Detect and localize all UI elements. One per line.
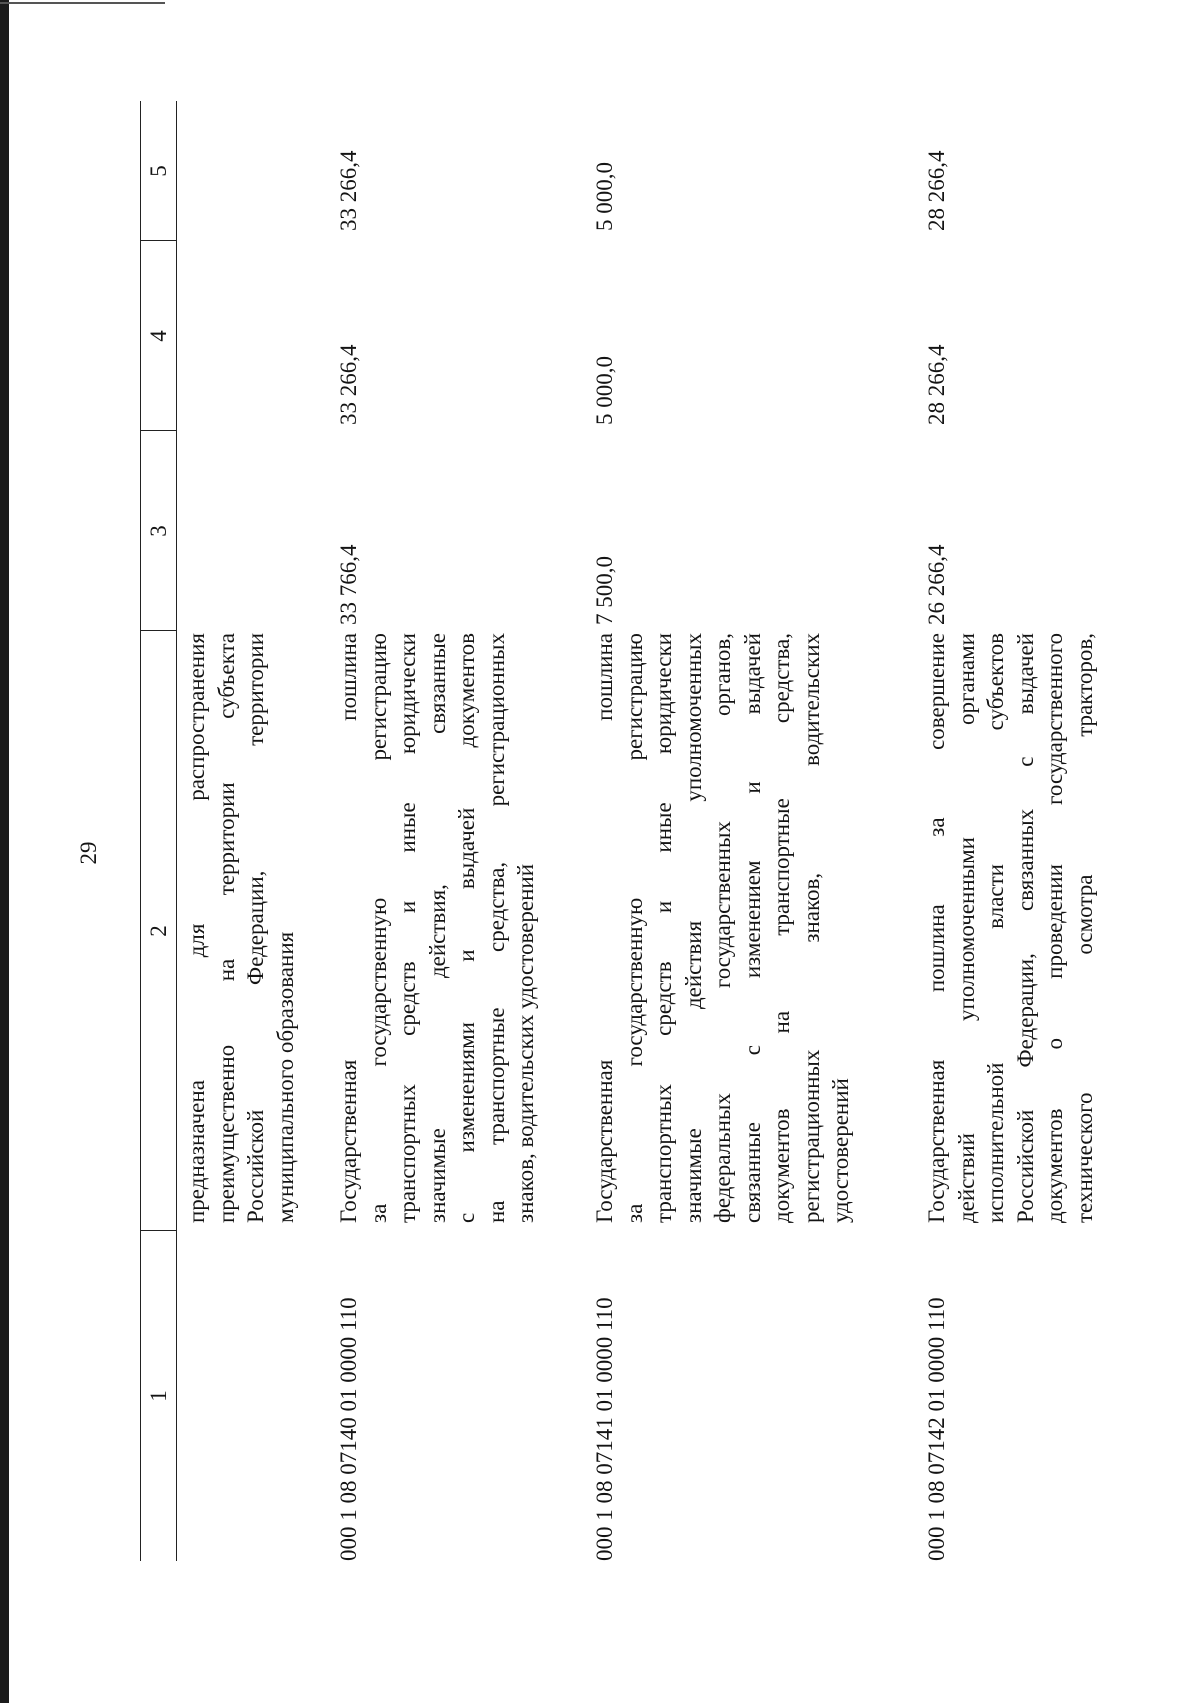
description-line: связанные с изменением и выдачей — [739, 633, 765, 1223]
description-line: значимые действия, связанные — [424, 633, 450, 1223]
row-value-col5: 5 000,0 — [592, 162, 617, 231]
description-line: транспортных средств и иные юридически — [651, 633, 676, 1223]
header-col-4: 4 — [146, 330, 171, 342]
description-line: действий уполномоченными органами — [953, 633, 979, 1223]
description-line: транспортных средств и иные юридически — [395, 633, 420, 1223]
description-line: регистрационных знаков, водительских — [798, 633, 824, 1223]
row-description — [922, 633, 1099, 1223]
row-value-col3: 26 266,4 — [924, 544, 949, 625]
description-line: предназначена для распространения — [184, 633, 209, 1223]
row-code: 000 1 08 07141 01 0000 110 — [592, 1297, 617, 1561]
row-value-col3: 33 766,4 — [336, 544, 361, 625]
description-line: технического осмотра тракторов, — [1071, 633, 1097, 1223]
header-col-2: 2 — [146, 925, 171, 937]
description-line: документов на транспортные средства, — [769, 633, 794, 1223]
description-line: Государственная пошлина за совершение — [924, 633, 949, 1223]
header-col-1: 1 — [146, 1390, 171, 1402]
description-line: значимые действия уполномоченных — [680, 633, 706, 1223]
description-line: исполнительной власти субъектов — [983, 633, 1008, 1223]
description-line: за государственную регистрацию — [621, 633, 647, 1223]
row-value-col4: 28 266,4 — [924, 344, 949, 425]
row-value-col4: 5 000,0 — [592, 356, 617, 425]
description-line: федеральных государственных органов, — [710, 633, 735, 1223]
table-header — [140, 101, 177, 1561]
description-line: муниципального образования — [272, 931, 298, 1223]
description-line: Российской Федерации, связанных с выдачей — [1012, 633, 1038, 1223]
description-line: Государственная пошлина — [592, 633, 617, 1223]
description-line: с изменениями и выдачей документов — [454, 633, 479, 1223]
description-line: преимущественно на территории субъекта — [213, 633, 239, 1223]
row-code: 000 1 08 07142 01 0000 110 — [924, 1297, 949, 1561]
header-col-5: 5 — [146, 165, 171, 177]
description-line: Российской Федерации, территории — [243, 633, 268, 1223]
description-line: Государственная пошлина — [336, 633, 361, 1223]
description-line: удостоверений — [828, 1078, 853, 1223]
row-value-col5: 28 266,4 — [924, 150, 949, 231]
description-line: за государственную регистрацию — [365, 633, 391, 1223]
row-description — [334, 633, 541, 1223]
page-number: 29 — [76, 841, 101, 865]
row-value-col4: 33 266,4 — [336, 344, 361, 425]
description-line: на транспортные средства, регистрационных — [483, 633, 509, 1223]
row-code: 000 1 08 07140 01 0000 110 — [336, 1297, 361, 1561]
description-line: знаков, водительских удостоверений — [513, 863, 538, 1223]
header-col-3: 3 — [146, 525, 171, 537]
row-value-col5: 33 266,4 — [336, 150, 361, 231]
row-value-col3: 7 500,0 — [592, 556, 617, 625]
row-description — [182, 633, 300, 1223]
row-description — [590, 633, 856, 1223]
description-line: документов о проведении государственного — [1042, 633, 1067, 1223]
